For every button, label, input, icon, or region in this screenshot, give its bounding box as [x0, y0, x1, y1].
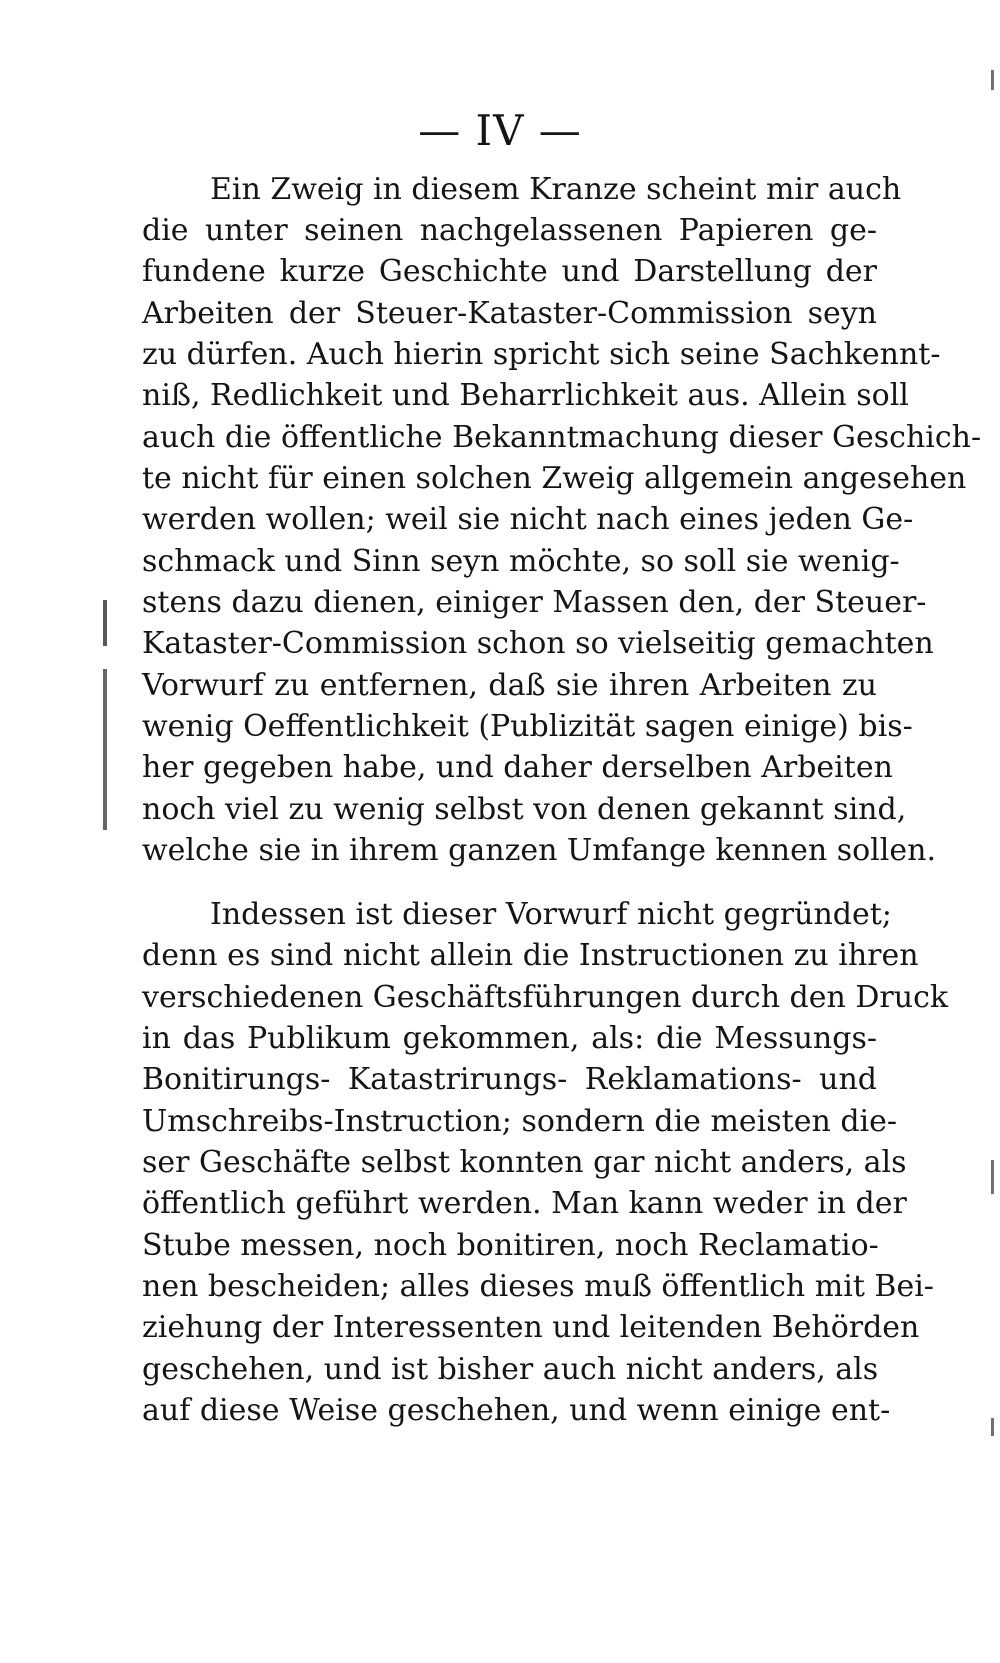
text-line: denn es sind nicht allein die Instructionen zu ihren	[142, 938, 919, 973]
text-line: Ein Zweig in diesem Kranze scheint mir auch	[210, 172, 902, 207]
text-line: Indessen ist dieser Vorwurf nicht gegründet;	[210, 897, 892, 932]
text-line: schmack und Sinn seyn möchte, so soll sie wenig-	[142, 544, 900, 579]
text-line: noch viel zu wenig selbst von denen gekannt sind,	[142, 792, 907, 827]
text-line: ziehung der Interessenten und leitenden Behörden	[142, 1310, 920, 1345]
text-line: fundene kurze Geschichte und Darstellung der	[142, 254, 877, 289]
text-line: Kataster-Commission schon so vielseitig gemachten	[142, 626, 934, 661]
edge-scan-mark	[991, 1160, 994, 1194]
edge-scan-mark	[991, 1418, 994, 1436]
text-line: ser Geschäfte selbst konnten gar nicht anders, als	[142, 1145, 907, 1180]
page-number-header: — IV —	[418, 106, 582, 155]
text-line: öffentlich geführt werden. Man kann weder in der	[142, 1186, 907, 1221]
text-line: Stube messen, noch bonitiren, noch Reclamatio-	[142, 1228, 879, 1263]
text-line: geschehen, und ist bisher auch nicht anders, als	[142, 1352, 879, 1387]
margin-pencil-mark	[103, 600, 107, 830]
text-line: in das Publikum gekommen, als: die Messungs-	[142, 1021, 877, 1056]
text-line: verschiedenen Geschäftsführungen durch den Druck	[142, 980, 949, 1015]
text-line: auf diese Weise geschehen, und wenn einige ent-	[142, 1393, 891, 1428]
text-line: Vorwurf zu entfernen, daß sie ihren Arbeiten zu	[142, 668, 877, 703]
text-line: te nicht für einen solchen Zweig allgemein angesehen	[142, 461, 967, 496]
edge-scan-mark	[991, 70, 994, 90]
text-line: die unter seinen nachgelassenen Papieren ge-	[142, 213, 877, 248]
text-line: werden wollen; weil sie nicht nach eines jeden Ge-	[142, 502, 914, 537]
text-line: niß, Redlichkeit und Beharrlichkeit aus. Allein soll	[142, 378, 909, 413]
text-line: welche sie in ihrem ganzen Umfange kennen sollen.	[142, 833, 936, 868]
text-line: Bonitirungs- Katastrirungs- Reklamations- und	[142, 1062, 877, 1097]
text-line: zu dürfen. Auch hierin spricht sich seine Sachkennt-	[142, 337, 941, 372]
text-line: auch die öffentliche Bekanntmachung dieser Geschich-	[142, 420, 982, 455]
text-line: Umschreibs-Instruction; sondern die meisten die-	[142, 1104, 898, 1139]
text-line: wenig Oeffentlichkeit (Publizität sagen einige) bis-	[142, 709, 913, 744]
text-line: nen bescheiden; alles dieses muß öffentlich mit Bei-	[142, 1269, 934, 1304]
text-line: her gegeben habe, und daher derselben Arbeiten	[142, 750, 893, 785]
text-line: Arbeiten der Steuer-Kataster-Commission seyn	[142, 296, 877, 331]
text-line: stens dazu dienen, einiger Massen den, der Steuer-	[142, 585, 927, 620]
